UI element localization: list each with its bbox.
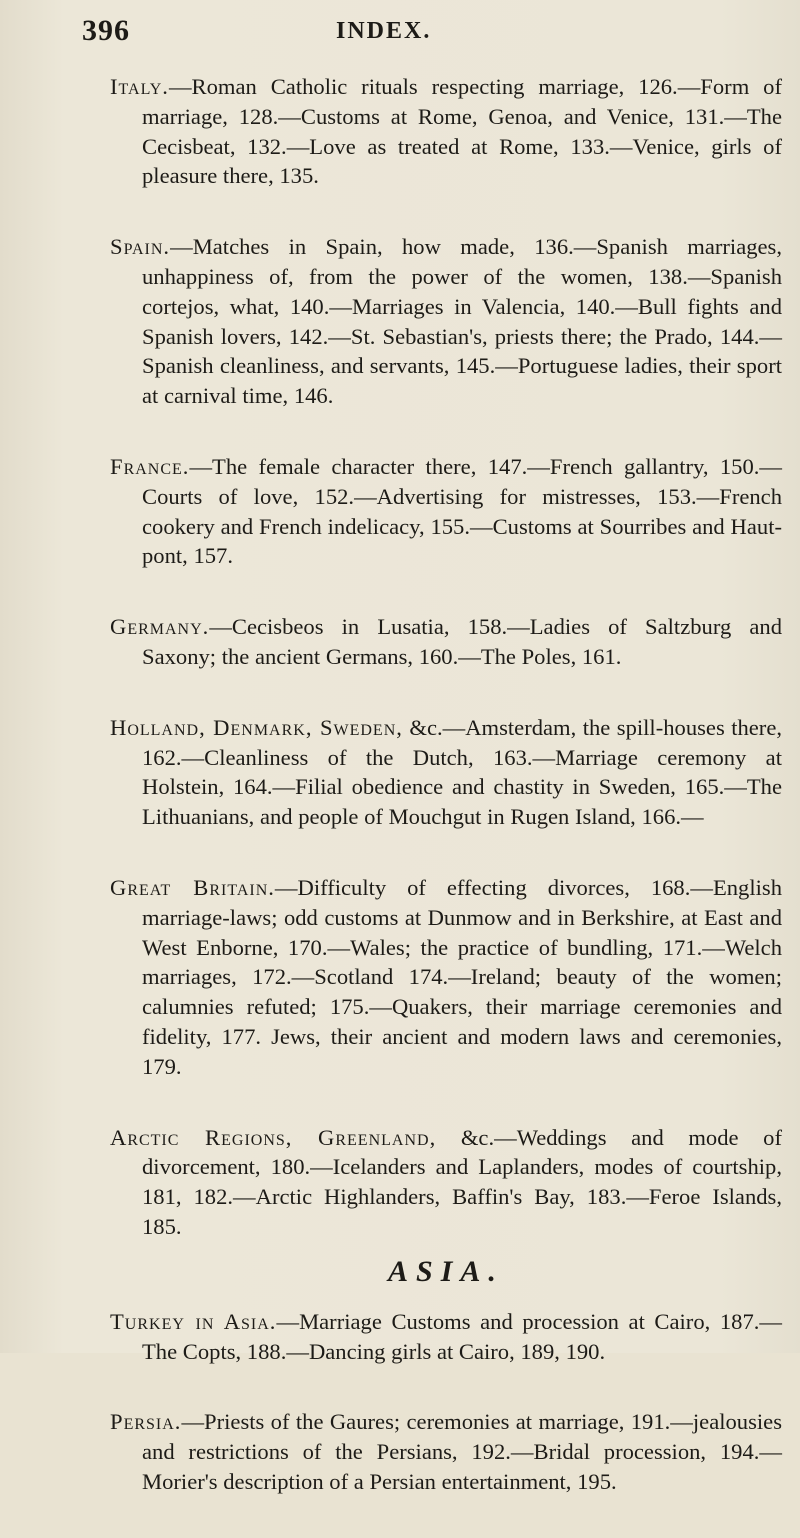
index-entry-italy — [110, 72, 782, 191]
entry-text: —Cecisbeos in Lusatia, 158.—Ladies of Saltzburg and Saxony; the ancient Germans, 160.—The Poles, 161. — [142, 614, 782, 669]
entry-heading: France. — [110, 453, 190, 479]
entry-text: —Matches in Spain, how made, 136.—Spanish marriages, unhappiness of, from the power of the women, 138.—Spanish cortejos, what, 140.—Marriages in Valencia, 140.—Bull fights and Spanish lovers, 142.—St. Sebastian's, priests there; the Prado, 144.—Spanish cleanliness, and servants, 145.—Portuguese ladies, their sport at carnival time, 146. — [142, 234, 782, 409]
index-entry-germany — [110, 612, 782, 672]
index-entry-spain — [110, 232, 782, 411]
entry-heading: Persia. — [110, 1409, 182, 1435]
entry-heading: Great Britain. — [110, 874, 275, 900]
page-header — [0, 10, 800, 70]
section-title-asia: ASIA. — [388, 1254, 504, 1288]
entry-text: &c.—Weddings and mode of divorcement, 180.—Icelanders and Laplanders, modes of courtship, 181, 182.—Arctic Highlanders, Baffin's Bay, 183.—Feroe Islands, 185. — [142, 1124, 782, 1239]
entry-text: —Difficulty of effecting divorces, 168.—English marriage-laws; odd customs at Dunmow and in Berkshire, at East and West Enborne, 170.—Wales; the practice of bundling, 171.—Welch marriages, 172.—Scotland 174.—Ireland; beauty of the women; calumnies refuted; 175.—Quakers, their marriage ceremonies and fidelity, 177. Jews, their ancient and modern laws and ceremonies, 179. — [142, 874, 782, 1079]
entry-text: &c.—Amsterdam, the spill-houses there, 162.—Cleanliness of the Dutch, 163.—Marriage ceremony at Holstein, 164.—Filial obedience and chastity in Sweden, 165.—The Lithuanians, and people of Mouchgut in Rugen Island, 166.— — [142, 714, 782, 830]
index-entry-turkey — [110, 1307, 782, 1367]
index-entry-great-britain — [110, 873, 782, 1082]
running-head: INDEX. — [336, 18, 432, 44]
entry-heading: Spain. — [110, 234, 171, 260]
entry-heading: Germany. — [110, 614, 210, 640]
entry-heading: Arctic Regions, Greenland, — [110, 1124, 437, 1150]
entry-text: —Marriage Customs and procession at Cairo, 187.—The Copts, 188.—Dancing girls at Cairo, 189, 190. — [142, 1308, 782, 1364]
entry-text: —Roman Catholic rituals respecting marriage, 126.—Form of marriage, 128.—Customs at Rome, Genoa, and Venice, 131.—The Cecisbeat, 132.—Love as treated at Rome, 133.—Venice, girls of pleasure there, 135. — [142, 74, 782, 189]
entry-heading: Turkey in Asia. — [110, 1308, 277, 1334]
index-entry-arctic — [110, 1123, 782, 1242]
index-entry-persia — [110, 1407, 782, 1496]
page-number: 396 — [82, 14, 130, 47]
entry-text: —The female character there, 147.—French gallantry, 150.—Courts of love, 152.—Advertising for mistresses, 153.—French cookery and French indelicacy, 155.—Customs at Sourribes and Haut-pont, 157. — [142, 453, 782, 569]
entry-heading: Italy. — [110, 74, 169, 99]
entry-text: —Priests of the Gaures; ceremonies at marriage, 191.—jealousies and restrictions of the Persians, 192.—Bridal procession, 194.—Morier's description of a Persian entertainment, 195. — [142, 1409, 782, 1494]
index-entry-holland — [110, 713, 782, 832]
entry-heading: Holland, Denmark, Sweden, — [110, 714, 403, 740]
index-entry-france — [110, 452, 782, 571]
index-entries — [110, 72, 782, 1538]
